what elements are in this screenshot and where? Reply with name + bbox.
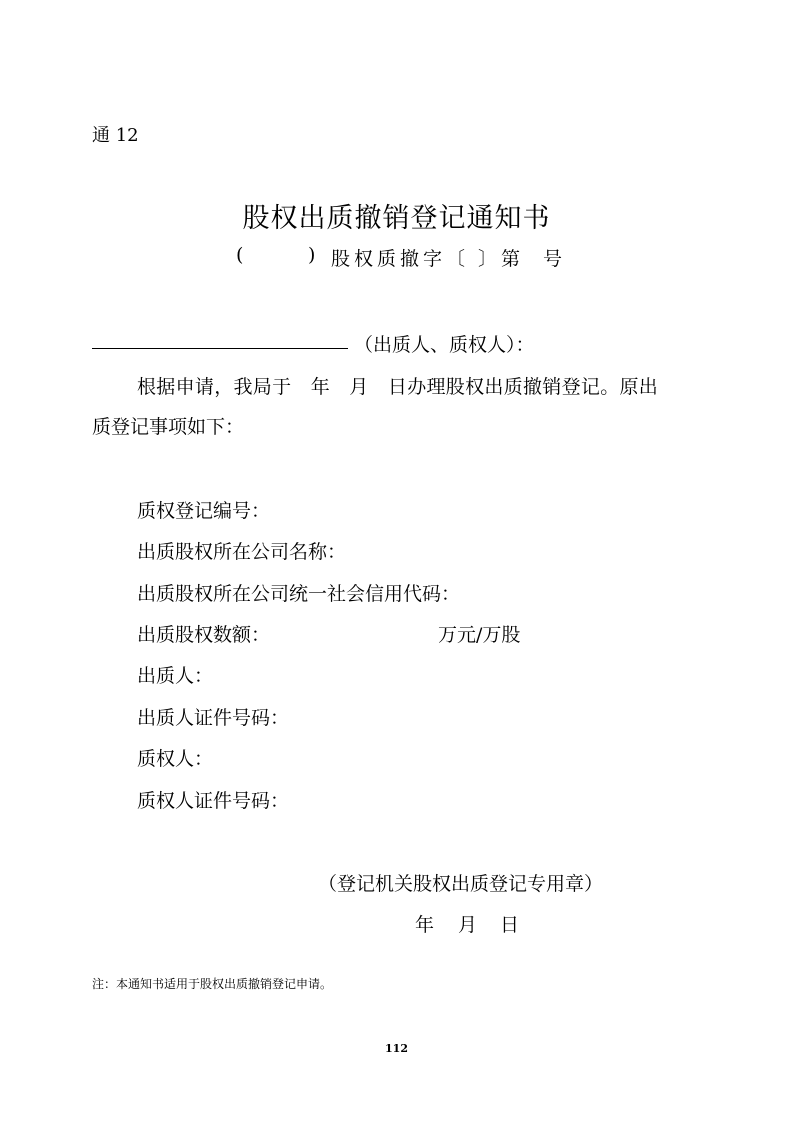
doc-number-close-paren: ) [308,244,316,266]
date-day: 日 [500,914,520,936]
doc-number-bracket-close: 〕第 [478,248,525,270]
footnote: 注：本通知书适用于股权出质撤销登记申请。 [92,977,333,991]
document-title: 股权出质撤销登记通知书 [242,203,551,234]
field-pledged-amount: 出质股权数额： [137,624,271,646]
field-company-credit-code: 出质股权所在公司统一社会信用代码： [137,583,461,605]
doc-number-label: 股权质撤字〔 [331,248,470,270]
doc-number-hao: 号 [543,248,563,270]
addressee-label: （出质人、质权人）： [354,334,535,356]
doc-number-open-paren: ( [236,244,244,266]
page-number: 112 [385,1042,408,1055]
body-line-2: 质登记事项如下： [92,416,245,438]
field-pledgor: 出质人： [137,665,214,687]
field-pledgee: 质权人： [137,748,214,770]
field-pledge-registration-number: 质权登记编号： [137,500,271,522]
amount-unit: 万元/万股 [438,624,521,646]
document-code: 通 12 [92,125,139,146]
field-company-name: 出质股权所在公司名称： [137,541,347,563]
date-month: 月 [458,914,478,936]
addressee-blank-line [92,348,348,349]
official-seal-label: （登记机关股权出质登记专用章） [318,873,604,895]
body-line-1: 根据申请，我局于 年 月 日办理股权出质撤销登记。原出 [137,376,659,398]
field-pledgor-id-number: 出质人证件号码： [137,707,290,729]
field-pledgee-id-number: 质权人证件号码： [137,790,290,812]
date-year: 年 [415,914,435,936]
